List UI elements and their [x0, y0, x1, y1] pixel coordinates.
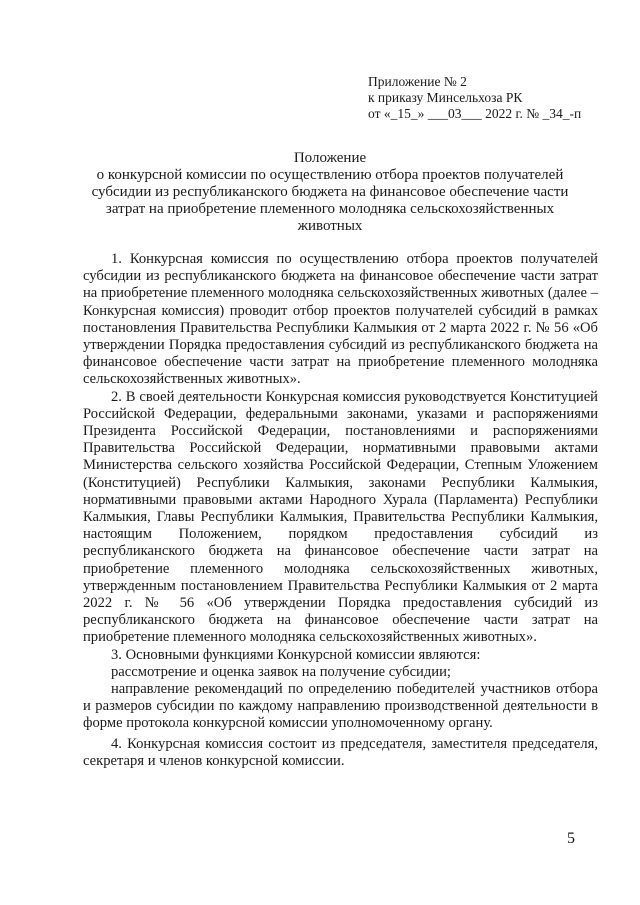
- title-line-1: Положение: [293, 150, 367, 166]
- function-item-1: рассмотрение и оценка заявок на получение субсидии;: [111, 663, 451, 680]
- approval-header: [368, 74, 618, 122]
- order-reference: к приказу Минсельхоза РК: [368, 90, 523, 105]
- title-line-5: животных: [297, 218, 363, 234]
- title-line-3: субсидии из республиканского бюджета на финансовое обеспечение части: [91, 184, 569, 200]
- appendix-number: Приложение № 2: [368, 74, 467, 89]
- document-title: [40, 150, 620, 235]
- page-number: 5: [567, 830, 575, 847]
- paragraph-4: 4. Конкурсная комиссия состоит из председателя, заместителя председателя, секретаря и членов конкурсной комиссии.: [83, 735, 598, 769]
- title-line-2: о конкурсной комиссии по осуществлению отбора проектов получателей: [96, 167, 564, 183]
- order-date-number: от «_15_» ___03___ 2022 г. № _34_-п: [368, 106, 582, 121]
- paragraph-3: 3. Основными функциями Конкурсной комиссии являются:: [111, 646, 481, 663]
- function-item-2: направление рекомендаций по определению победителей участников отбора и размеров субсидии по каждому направлению производственной деятельности в форме протокола конкурсной комиссии уполномоченному органу.: [83, 681, 598, 732]
- document-body: [83, 251, 598, 770]
- paragraph-2: 2. В своей деятельности Конкурсная комиссия руководствуется Конституцией Российской Федерации, федеральными законами, указами и распоряжениями Президента Российской Федерации, постановлениями и распоряжениями Правительства Российской Федерации, нормативными правовыми актами Министерства сельского хозяйства Российской Федерации, Степным Уложением (Конституцией) Республики Калмыкия, законами Республики Калмыкия, нормативными правовыми актами Народного Хурала (Парламента) Республики Калмыкия, Главы Республики Калмыкия, Правительства Республики Калмыкия, настоящим Положением, порядком предоставления субсидий из республиканского бюджета на финансовое обеспечение части затрат на приобретение племенного молодняка сельскохозяйственных животных, утвержденным постановлением Правительства Республики Калмыкия от 2 марта 2022 г. № 56 «Об утверждении Порядка предоставления субсидий из республиканского бюджета на финансовое обеспечение части затрат на приобретение племенного молодняка сельскохозяйственных животных».: [83, 388, 598, 646]
- paragraph-1: 1. Конкурсная комиссия по осуществлению отбора проектов получателей субсидии из республиканского бюджета на финансовое обеспечение части затрат на приобретение племенного молодняка сельскохозяйственных животных (далее – Конкурсная комиссия) проводит отбор проектов получателей субсидий в рамках постановления Правительства Республики Калмыкия от 2 марта 2022 г. № 56 «Об утверждении Порядка предоставления субсидий из республиканского бюджета на финансовое обеспечение части затрат на приобретение племенного молодняка сельскохозяйственных животных».: [83, 251, 598, 388]
- title-line-4: затрат на приобретение племенного молодняка сельскохозяйственных: [105, 201, 555, 217]
